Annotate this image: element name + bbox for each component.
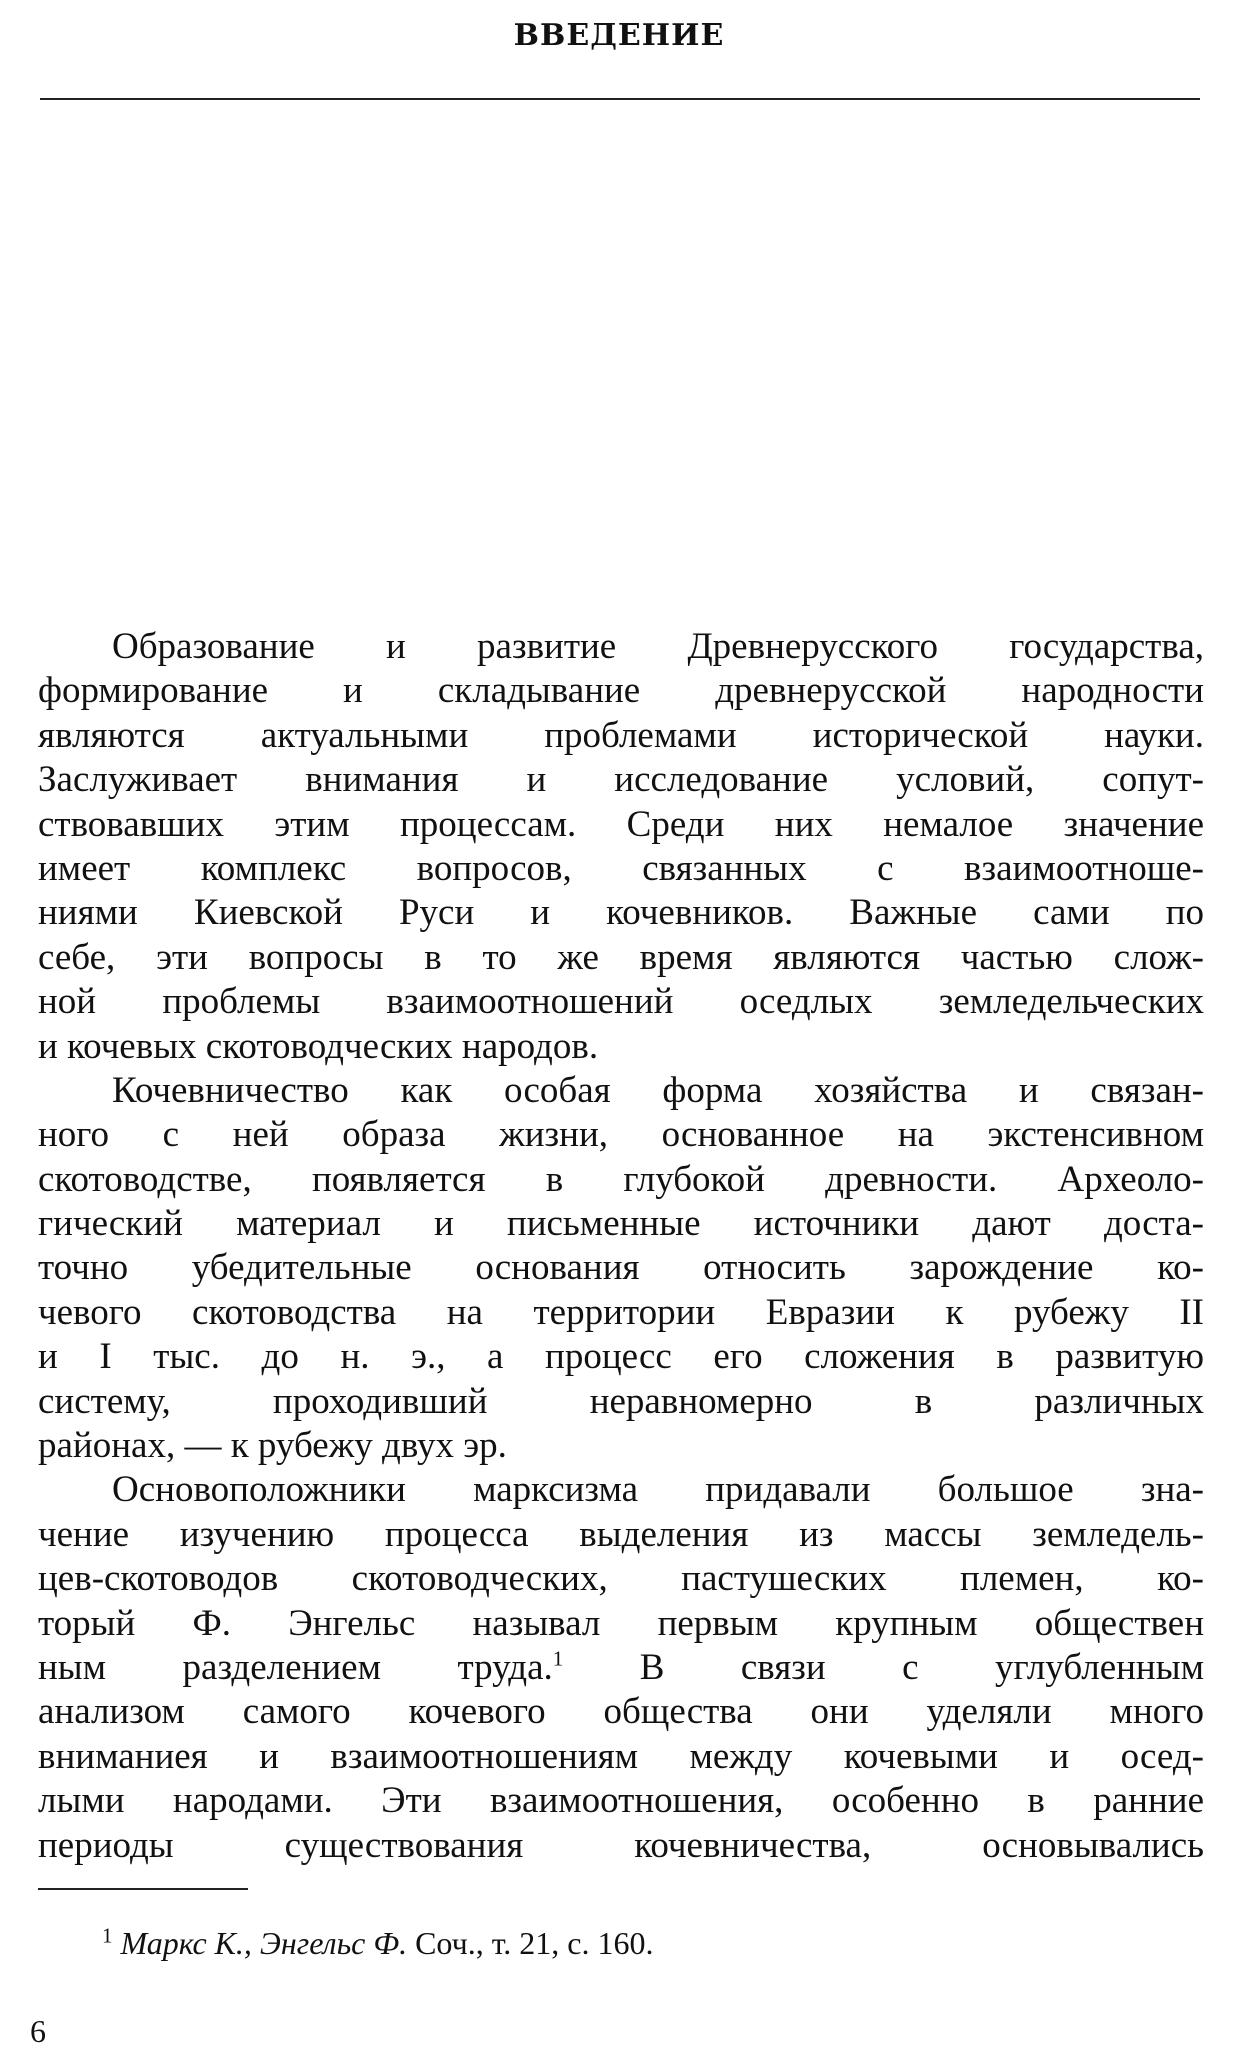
text-segment: В связи с углубленным (639, 1646, 1204, 1688)
text-line-with-footnote (38, 1646, 1204, 1690)
text-line: цев-скотоводов скотоводческих, пастушеских племен, ко- (38, 1558, 1204, 1600)
footnote-marker: 1 (102, 1923, 113, 1948)
text-segment: ным разделением труда. (38, 1646, 553, 1688)
text-line: Заслуживает внимания и исследование условий, сопут- (38, 759, 1204, 801)
text-line: имеет комплекс вопросов, связанных с взаимоотноше- (38, 847, 1204, 889)
chapter-heading: ВВЕДЕНИЕ (513, 18, 725, 53)
text-line: формирование и складывание древнерусской народности (38, 670, 1204, 712)
text-line: анализом самого кочевого общества они уделяли много (38, 1691, 1204, 1733)
text-line: систему, проходивший неравномерно в различных (38, 1380, 1204, 1422)
footnote-reference[interactable]: 1 (552, 1646, 564, 1671)
text-line: лыми народами. Эти взаимоотношения, особенно в ранние (38, 1780, 1204, 1822)
text-line: районах, — к рубежу двух эр. (38, 1425, 507, 1467)
text-line: себе, эти вопросы в то же время являются частью слож- (38, 936, 1204, 978)
text-line: точно убедительные основания относить зарождение ко- (38, 1247, 1204, 1289)
text-line: и кочевых скотоводческих народов. (38, 1025, 599, 1067)
text-line: периоды существования кочевничества, основывались (38, 1824, 1204, 1866)
page-number: 6 (30, 2013, 46, 2049)
footnote (102, 1925, 653, 1962)
body-text (38, 625, 1204, 1868)
header-rule (40, 98, 1200, 100)
text-line: чение изучению процесса выделения из массы земледель- (38, 1513, 1204, 1555)
text-line: ной проблемы взаимоотношений оседлых земледельческих (38, 981, 1204, 1023)
text-line: ствовавших этим процессам. Среди них немалое значение (38, 803, 1204, 845)
text-line: Основоположники марксизма придавали большое зна- (112, 1469, 1204, 1511)
text-line: чевого скотоводства на территории Евразии к рубежу II (38, 1291, 1204, 1333)
footnote-authors: Маркс К., Энгельс Ф. (120, 1925, 408, 1961)
text-line: Кочевничество как особая форма хозяйства и связан- (112, 1069, 1204, 1111)
text-line: скотоводстве, появляется в глубокой древности. Археоло- (38, 1158, 1204, 1200)
text-line: Образование и развитие Древнерусского государства, (112, 626, 1204, 667)
text-line: гический материал и письменные источники дают доста- (38, 1203, 1204, 1245)
text-line: торый Ф. Энгельс называл первым крупным обществен (38, 1602, 1204, 1644)
text-line: ного с ней образа жизни, основанное на экстенсивном (38, 1114, 1204, 1156)
text-line: вниманиея и взаимоотношениям между кочевыми и осед- (38, 1735, 1204, 1777)
footnote-rule (38, 1888, 248, 1890)
text-line: ниями Киевской Руси и кочевников. Важные сами по (38, 892, 1204, 934)
text-line: и I тыс. до н. э., а процесс его сложения в развитую (38, 1336, 1204, 1378)
footnote-citation: Соч., т. 21, с. 160. (415, 1925, 654, 1961)
text-line: являются актуальными проблемами исторической науки. (38, 714, 1204, 756)
